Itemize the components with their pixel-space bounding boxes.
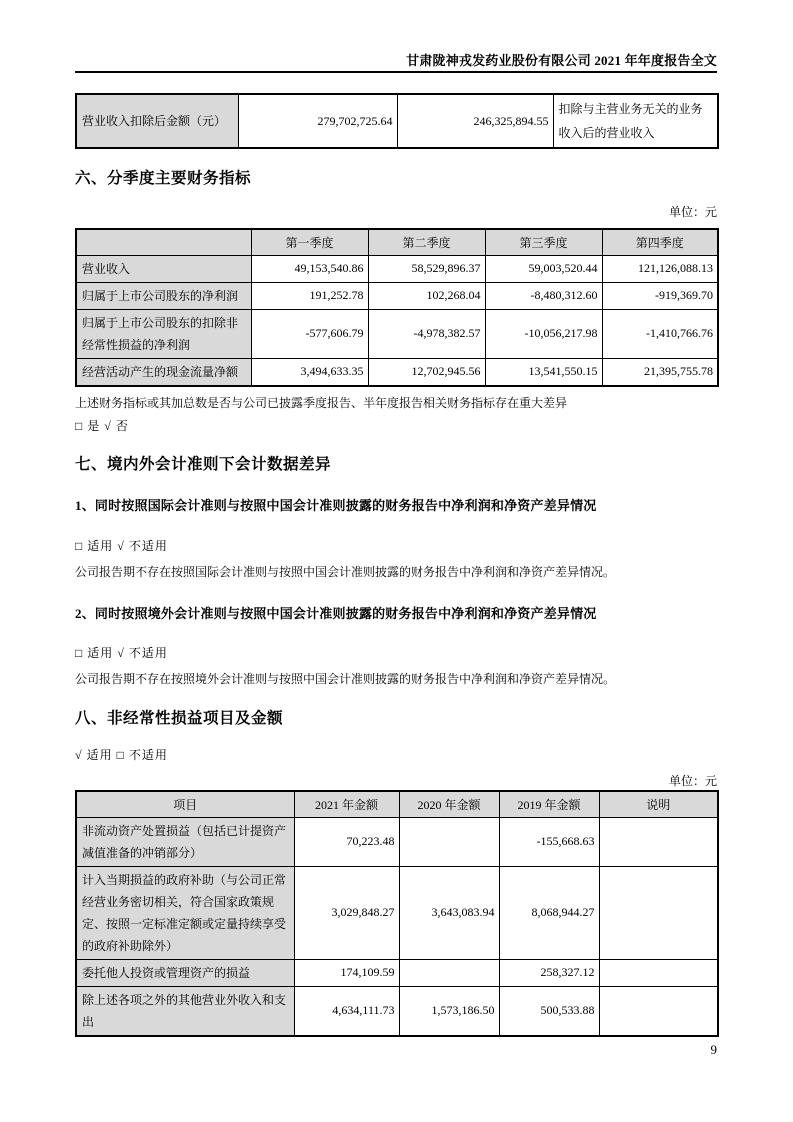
- q2-value: 102,268.04: [368, 282, 485, 309]
- amount-2020: 3,643,083.94: [399, 866, 499, 959]
- row-label: 归属于上市公司股东的扣除非经常性损益的净利润: [76, 309, 251, 358]
- column-header-note: 说明: [599, 791, 718, 817]
- q3-value: -8,480,312.60: [485, 282, 602, 309]
- amount-2021: 3,029,848.27: [294, 866, 399, 959]
- row-label: 委托他人投资或管理资产的损益: [76, 959, 294, 986]
- row-label: 归属于上市公司股东的净利润: [76, 282, 251, 309]
- amount-2021: 4,634,111.73: [294, 986, 399, 1036]
- section8-applicable-choice: √ 适用 □ 不适用: [75, 748, 168, 762]
- q2-value: 58,529,896.37: [368, 255, 485, 282]
- row-label: 计入当期损益的政府补助（与公司正常经营业务密切相关，符合国家政策规定、按照一定标准定额或定量持续享受的政府补助除外）: [76, 866, 294, 959]
- table-row: [76, 255, 718, 282]
- q1-value: -577,606.79: [251, 309, 368, 358]
- q4-value: -1,410,766.76: [602, 309, 718, 358]
- table-row: [76, 94, 718, 148]
- amount-2020: 1,573,186.50: [399, 986, 499, 1036]
- row-note: [599, 866, 718, 959]
- table-row: [76, 309, 718, 358]
- row-note: [599, 817, 718, 866]
- header-divider: [75, 71, 717, 73]
- q3-value: 13,541,550.15: [485, 358, 602, 386]
- q4-value: 121,126,088.13: [602, 255, 718, 282]
- section7-heading: 七、境内外会计准则下会计数据差异: [75, 456, 332, 473]
- amount-2019: 500,533.88: [499, 986, 599, 1036]
- amount-2021: 174,109.59: [294, 959, 399, 986]
- amount-2019: -155,668.63: [499, 817, 599, 866]
- amount-2021: 70,223.48: [294, 817, 399, 866]
- section7-sub2-heading: 2、同时按照境外会计准则与按照中国会计准则披露的财务报告中净利润和净资产差异情况: [75, 606, 597, 621]
- sub1-statement: 公司报告期不存在按照国际会计准则与按照中国会计准则披露的财务报告中净利润和净资产差异情况。: [75, 565, 616, 579]
- row-note: [599, 986, 718, 1036]
- document-header-title: 甘肃陇神戎发药业股份有限公司 2021 年年度报告全文: [406, 53, 717, 68]
- yes-no-choice: □ 是 √ 否: [75, 419, 129, 433]
- q2-value: -4,978,382.57: [368, 309, 485, 358]
- row-note: 扣除与主营业务无关的业务收入后的营业收入: [553, 94, 718, 148]
- q2-value: 12,702,945.56: [368, 358, 485, 386]
- column-header-blank: [76, 229, 251, 255]
- quarterly-difference-note: 上述财务指标或其加总数是否与公司已披露季度报告、半年度报告相关财务指标存在重大差异: [75, 396, 568, 410]
- revenue-deduction-table: [75, 93, 719, 149]
- q1-value: 49,153,540.86: [251, 255, 368, 282]
- column-header-q1: 第一季度: [251, 229, 368, 255]
- q1-value: 3,494,633.35: [251, 358, 368, 386]
- quarterly-indicators-table: [75, 228, 719, 387]
- non-recurring-items-table: [75, 790, 719, 1037]
- sub2-applicable-choice: □ 适用 √ 不适用: [75, 646, 168, 660]
- sub2-statement: 公司报告期不存在按照境外会计准则与按照中国会计准则披露的财务报告中净利润和净资产差异情况。: [75, 672, 616, 686]
- table-header-row: [76, 229, 718, 255]
- row-label: 营业收入: [76, 255, 251, 282]
- q3-value: -10,056,217.98: [485, 309, 602, 358]
- amount-2020: [399, 959, 499, 986]
- row-label: 经营活动产生的现金流量净额: [76, 358, 251, 386]
- table-header-row: [76, 791, 718, 817]
- column-header-q3: 第三季度: [485, 229, 602, 255]
- sub1-applicable-choice: □ 适用 √ 不适用: [75, 539, 168, 553]
- section8-heading: 八、非经常性损益项目及金额: [75, 710, 284, 727]
- table-row: [76, 358, 718, 386]
- amount-2020: 246,325,894.55: [397, 94, 553, 148]
- table-row: [76, 959, 718, 986]
- row-label: 营业收入扣除后金额（元）: [76, 94, 238, 148]
- table-row: [76, 282, 718, 309]
- column-header-item: 项目: [76, 791, 294, 817]
- table-row: [76, 817, 718, 866]
- q4-value: -919,369.70: [602, 282, 718, 309]
- q3-value: 59,003,520.44: [485, 255, 602, 282]
- q4-value: 21,395,755.78: [602, 358, 718, 386]
- page-number: 9: [710, 1042, 717, 1057]
- section7-sub1-heading: 1、同时按照国际会计准则与按照中国会计准则披露的财务报告中净利润和净资产差异情况: [75, 498, 597, 513]
- column-header-q4: 第四季度: [602, 229, 718, 255]
- amount-2019: 8,068,944.27: [499, 866, 599, 959]
- q1-value: 191,252.78: [251, 282, 368, 309]
- section8-unit-label: 单位：元: [668, 774, 717, 788]
- column-header-q2: 第二季度: [368, 229, 485, 255]
- row-label: 非流动资产处置损益（包括已计提资产减值准备的冲销部分）: [76, 817, 294, 866]
- section6-heading: 六、分季度主要财务指标: [75, 170, 252, 187]
- table-row: [76, 866, 718, 959]
- row-label: 除上述各项之外的其他营业外收入和支出: [76, 986, 294, 1036]
- column-header-2021: 2021 年金额: [294, 791, 399, 817]
- amount-2021: 279,702,725.64: [238, 94, 397, 148]
- amount-2020: [399, 817, 499, 866]
- amount-2019: 258,327.12: [499, 959, 599, 986]
- table-row: [76, 986, 718, 1036]
- section6-unit-label: 单位：元: [668, 205, 717, 219]
- column-header-2020: 2020 年金额: [399, 791, 499, 817]
- column-header-2019: 2019 年金额: [499, 791, 599, 817]
- row-note: [599, 959, 718, 986]
